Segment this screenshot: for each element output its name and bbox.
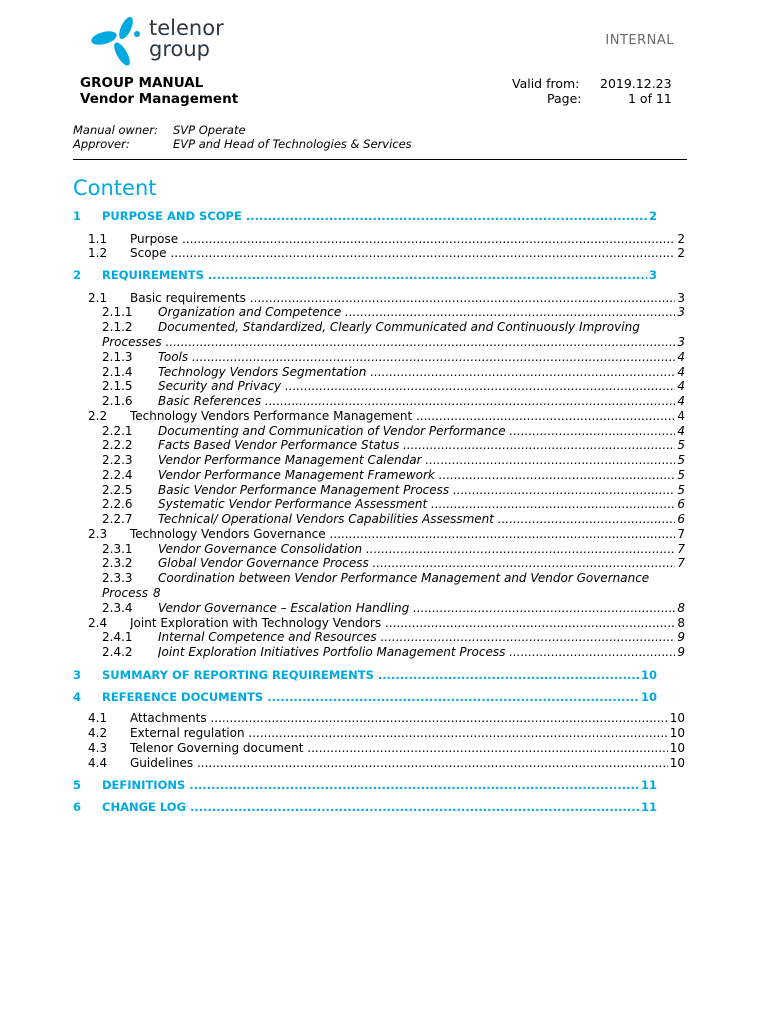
toc-number: 2.4.2 xyxy=(102,645,133,659)
toc-title: Organization and Competence ..... xyxy=(158,305,685,320)
toc-title-continued: Process xyxy=(102,586,148,600)
toc-entry-2-1-5[interactable] xyxy=(73,379,687,394)
toc-entry-2-2-1[interactable] xyxy=(73,424,687,439)
toc-page: 10 xyxy=(669,741,685,755)
toc-number: 6 xyxy=(73,800,82,814)
toc-title: SUMMARY OF REPORTING REQUIREMENTS ..... xyxy=(102,667,657,684)
toc-title: Technology Vendors Governance ..... xyxy=(130,527,685,542)
toc-number: 1 xyxy=(73,209,82,223)
toc-title: Guidelines ..... xyxy=(130,756,669,771)
toc-title: Scope ..... xyxy=(130,246,685,261)
toc-number: 2.3 xyxy=(88,527,108,541)
toc-entry-2-3-3-cont[interactable] xyxy=(73,586,687,601)
toc-page: 6 xyxy=(677,512,685,526)
toc-number: 2.2.1 xyxy=(102,424,133,438)
toc-title: DEFINITIONS ..... xyxy=(102,777,657,794)
toc-number: 2.2.3 xyxy=(102,453,133,467)
toc-number: 2.1.2 xyxy=(102,320,133,334)
toc-entry-2-3-2[interactable] xyxy=(73,556,687,571)
toc-title-continued: Processes ..... xyxy=(102,335,685,350)
toc-title: Basic References ..... xyxy=(158,394,685,409)
toc-entry-2-2-4[interactable] xyxy=(73,468,687,483)
logo-line-2: group xyxy=(149,37,210,61)
toc-title: Telenor Governing document ..... xyxy=(130,741,669,756)
toc-number: 2.1.6 xyxy=(102,394,133,408)
toc-number: 2 xyxy=(73,268,82,282)
toc-page: 4 xyxy=(677,409,685,423)
toc-entry-2-4-1[interactable] xyxy=(73,630,687,645)
toc-entry-2-2-2[interactable] xyxy=(73,438,687,453)
toc-entry-2-2-5[interactable] xyxy=(73,483,687,498)
toc-title: Purpose ..... xyxy=(130,232,685,247)
toc-number: 2.1 xyxy=(88,291,108,305)
toc-entry-2-4-2[interactable] xyxy=(73,645,687,660)
toc-title: REQUIREMENTS ..... xyxy=(102,267,657,284)
toc-page: 4 xyxy=(677,350,685,364)
toc-entry-2-1[interactable] xyxy=(73,291,687,306)
manual-type: GROUP MANUAL xyxy=(80,75,204,91)
classification-label: INTERNAL xyxy=(605,33,674,48)
toc-title: REFERENCE DOCUMENTS ..... xyxy=(102,689,657,706)
toc-page: 5 xyxy=(677,438,685,452)
toc-title: Global Vendor Governance Process ..... xyxy=(158,556,685,571)
toc-page: 5 xyxy=(677,468,685,482)
toc-number: 4.4 xyxy=(88,756,108,770)
toc-page: 8 xyxy=(153,586,161,600)
toc-page: 4 xyxy=(677,365,685,379)
owner-value: SVP Operate xyxy=(173,123,246,137)
toc-page: 5 xyxy=(677,483,685,497)
toc-number: 2.3.1 xyxy=(102,542,133,556)
toc-title: Technology Vendors Segmentation ..... xyxy=(158,365,685,380)
toc-entry-4-1[interactable] xyxy=(73,711,687,726)
toc-entry-2-3-4[interactable] xyxy=(73,601,687,616)
toc-entry-2-3-3[interactable] xyxy=(73,571,687,586)
toc-title: Joint Exploration Initiatives Portfolio Management Process ..... xyxy=(158,645,685,660)
page-value: 1 of 11 xyxy=(628,91,672,106)
toc-title: Internal Competence and Resources ..... xyxy=(158,630,685,645)
toc-page: 11 xyxy=(640,800,657,814)
toc-title: Documented, Standardized, Clearly Communicated and Continuously Improving xyxy=(158,320,640,334)
toc-number: 2.3.3 xyxy=(102,571,133,585)
toc-number: 1.2 xyxy=(88,246,108,260)
telenor-logo xyxy=(82,16,242,68)
toc-number: 2.2 xyxy=(88,409,108,423)
toc-entry-2-3[interactable] xyxy=(73,527,687,542)
toc-number: 4.1 xyxy=(88,711,108,725)
toc-title: Coordination between Vendor Performance Management and Vendor Governance xyxy=(158,571,650,585)
toc-entry-2-1-6[interactable] xyxy=(73,394,687,409)
toc-entry-2-3-1[interactable] xyxy=(73,542,687,557)
owner-label: Manual owner: xyxy=(73,123,158,137)
toc-title: Tools ..... xyxy=(158,350,685,365)
approver-label: Approver: xyxy=(73,137,130,151)
toc-number: 4.2 xyxy=(88,726,108,740)
toc-title: External regulation ..... xyxy=(130,726,669,741)
toc-page: 2 xyxy=(677,246,685,260)
toc-page: 9 xyxy=(677,645,685,659)
toc-page: 3 xyxy=(648,268,657,282)
toc-title: Vendor Performance Management Calendar ..... xyxy=(158,453,685,468)
toc-page: 3 xyxy=(677,305,685,319)
toc-entry-2-4[interactable] xyxy=(73,616,687,631)
toc-number: 2.2.2 xyxy=(102,438,133,452)
toc-number: 2.3.2 xyxy=(102,556,133,570)
approver-value: EVP and Head of Technologies & Services xyxy=(173,137,412,151)
page-label: Page: xyxy=(547,91,582,106)
toc-entry-2-2-7[interactable] xyxy=(73,512,687,527)
toc-title: Basic Vendor Performance Management Process ..... xyxy=(158,483,685,498)
toc-page: 2 xyxy=(648,209,657,223)
toc-page: 10 xyxy=(640,690,657,704)
toc-page: 5 xyxy=(677,453,685,467)
toc-number: 2.1.5 xyxy=(102,379,133,393)
toc-title: Attachments ..... xyxy=(130,711,669,726)
toc-number: 4.3 xyxy=(88,741,108,755)
toc-title: Facts Based Vendor Performance Status ..... xyxy=(158,438,685,453)
toc-number: 2.3.4 xyxy=(102,601,133,615)
toc-number: 2.2.7 xyxy=(102,512,133,526)
toc-entry-4-2[interactable] xyxy=(73,726,687,741)
toc-page: 8 xyxy=(677,601,685,615)
toc-title: Documenting and Communication of Vendor Performance ..... xyxy=(158,424,685,439)
toc-title: Systematic Vendor Performance Assessment ..... xyxy=(158,497,685,512)
toc-page: 2 xyxy=(677,232,685,246)
toc-title: Vendor Performance Management Framework ..... xyxy=(158,468,685,483)
toc-entry-4-3[interactable] xyxy=(73,741,687,756)
toc-entry-4-4[interactable] xyxy=(73,756,687,771)
toc-page: 3 xyxy=(677,291,685,305)
toc-number: 2.2.4 xyxy=(102,468,133,482)
toc-number: 2.2.5 xyxy=(102,483,133,497)
toc-number: 2.1.1 xyxy=(102,305,133,319)
toc-entry-1-1[interactable] xyxy=(73,232,687,247)
toc-entry-2-1-2[interactable] xyxy=(73,320,687,335)
toc-page: 9 xyxy=(677,630,685,644)
toc-number: 2.2.6 xyxy=(102,497,133,511)
toc-number: 2.4 xyxy=(88,616,108,630)
toc-page: 7 xyxy=(677,527,685,541)
toc-heading: Content xyxy=(73,176,157,200)
header-divider xyxy=(73,159,687,160)
toc-page: 10 xyxy=(669,726,685,740)
toc-entry-2-1-2-cont[interactable] xyxy=(73,335,687,350)
toc-entry-2-1-4[interactable] xyxy=(73,365,687,380)
toc-entry-2-1-1[interactable] xyxy=(73,305,687,320)
toc-title: Technical/ Operational Vendors Capabilities Assessment ..... xyxy=(158,512,685,527)
toc-entry-2-2-3[interactable] xyxy=(73,453,687,468)
valid-from-label: Valid from: xyxy=(512,76,580,91)
toc-entry-6[interactable] xyxy=(73,799,687,816)
toc-page: 4 xyxy=(677,379,685,393)
toc-page: 10 xyxy=(669,756,685,770)
toc-page: 7 xyxy=(677,556,685,570)
logo-line-1: telenor xyxy=(149,16,224,40)
toc-number: 2.4.1 xyxy=(102,630,133,644)
toc-title: CHANGE LOG ..... xyxy=(102,799,657,816)
toc-entry-2-2[interactable] xyxy=(73,409,687,424)
toc-number: 5 xyxy=(73,778,82,792)
toc-title: Joint Exploration with Technology Vendors ..... xyxy=(130,616,685,631)
toc-number: 4 xyxy=(73,690,82,704)
toc-page: 3 xyxy=(677,335,685,349)
toc-page: 6 xyxy=(677,497,685,511)
valid-from-value: 2019.12.23 xyxy=(600,76,672,91)
toc-entry-3[interactable] xyxy=(73,667,687,684)
toc-entry-1[interactable] xyxy=(73,208,687,225)
toc-title: Basic requirements ..... xyxy=(130,291,685,306)
toc-entry-2-1-3[interactable] xyxy=(73,350,687,365)
toc-page: 4 xyxy=(677,424,685,438)
toc-page: 10 xyxy=(640,668,657,682)
toc-entry-5[interactable] xyxy=(73,777,687,794)
toc-page: 11 xyxy=(640,778,657,792)
toc-entry-2-2-6[interactable] xyxy=(73,497,687,512)
toc-number: 2.1.3 xyxy=(102,350,133,364)
toc-number: 3 xyxy=(73,668,82,682)
toc-title: Security and Privacy ..... xyxy=(158,379,685,394)
logo-wordmark xyxy=(149,18,224,60)
toc-title: Technology Vendors Performance Management ..... xyxy=(130,409,685,424)
toc-entry-4[interactable] xyxy=(73,689,687,706)
toc-entry-1-2[interactable] xyxy=(73,246,687,261)
toc-title: Vendor Governance Consolidation ..... xyxy=(158,542,685,557)
toc-title: PURPOSE AND SCOPE ..... xyxy=(102,208,657,225)
telenor-propeller-icon xyxy=(82,16,146,68)
toc-page: 4 xyxy=(677,394,685,408)
toc-entry-2[interactable] xyxy=(73,267,687,284)
toc-number: 1.1 xyxy=(88,232,108,246)
toc-page: 8 xyxy=(677,616,685,630)
toc-number: 2.1.4 xyxy=(102,365,133,379)
manual-title: Vendor Management xyxy=(80,91,239,107)
toc-page: 7 xyxy=(677,542,685,556)
toc-title: Vendor Governance – Escalation Handling ..... xyxy=(158,601,685,616)
toc-page: 10 xyxy=(669,711,685,725)
